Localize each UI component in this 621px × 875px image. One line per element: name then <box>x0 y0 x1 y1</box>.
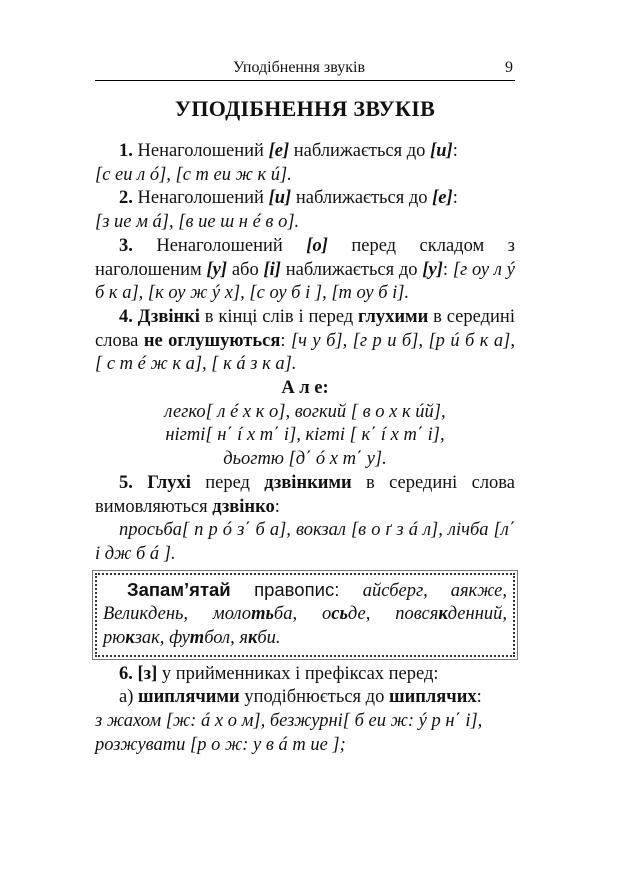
colon: : <box>476 687 482 708</box>
word-part: би. <box>257 628 281 649</box>
sound: [е] <box>268 141 290 161</box>
section-body <box>95 140 515 758</box>
colon: : <box>452 141 458 161</box>
colon: : <box>280 330 286 351</box>
rule-number: 1. <box>119 141 133 161</box>
word-part: де, <box>347 604 396 625</box>
rule-text: або <box>227 259 264 280</box>
term: шиплячих <box>388 687 477 708</box>
sound: [и] <box>268 188 292 209</box>
rule-text: уподібнюється до <box>239 687 389 708</box>
rule-1-examples <box>95 164 515 188</box>
rule-number: 2. <box>119 188 133 209</box>
rule-number: 4. <box>119 306 133 327</box>
term: Глухі <box>132 472 191 493</box>
word-part: фу <box>169 628 190 649</box>
word-part: повся <box>395 604 439 625</box>
rule-6a-example-2 <box>95 734 515 758</box>
running-title: Уподібнення звуків <box>233 59 365 76</box>
exception-line-1 <box>95 401 515 425</box>
colon: : <box>452 188 458 209</box>
transcription: [з иe м á], [в иe ш н é в о]. <box>95 212 300 233</box>
transcription: нігті[ н΄ í х т΄ і], кігті [ к΄ í х т΄ і], <box>165 425 445 446</box>
remember-label: Запам’ятай <box>127 578 231 600</box>
exception-line-3 <box>95 448 515 472</box>
rule-1 <box>95 140 515 164</box>
rule-text: Ненаголошений <box>132 235 307 256</box>
word-part: бол, <box>204 628 240 649</box>
page-number: 9 <box>505 59 513 76</box>
sound: [з] <box>132 663 158 684</box>
rule-2-examples <box>95 211 515 235</box>
rule-text: в середині слова вимовляються <box>95 472 515 517</box>
word-part: рю <box>103 628 126 649</box>
sound: [е] <box>432 188 453 209</box>
rule-6 <box>95 663 515 687</box>
rule-number: 3. <box>119 235 133 256</box>
sound: [у] <box>422 259 443 280</box>
highlight: к <box>125 628 135 649</box>
highlight: к <box>438 604 448 625</box>
word-part: о <box>321 604 332 625</box>
exceptions-label <box>95 377 515 401</box>
rule-3 <box>95 235 515 306</box>
rule-text: перед складом з наголошеним <box>95 235 515 280</box>
highlight: сь <box>331 604 348 625</box>
rule-text: в середині слова <box>95 306 515 351</box>
word-part: айсберг, аякже, Великдень, моло <box>103 580 507 625</box>
item-label: а) <box>119 687 138 708</box>
transcription: з жахом [ж: á х о м], безжурні[ б еи ж: ý р н΄ і], <box>95 711 483 732</box>
transcription: [ч у б], [г р и б], [р ú б к а], [ с т é ж к а], [ к á з к а]. <box>95 330 515 375</box>
word-part: ба, <box>273 604 322 625</box>
rule-text: наближається до <box>291 188 433 209</box>
term: дзвінко <box>212 496 275 517</box>
but-label: А л е: <box>281 378 329 399</box>
highlight: т <box>189 628 205 649</box>
rule-5-examples <box>95 519 515 566</box>
transcription: легко[ л é х к о], вогкий [ в о х к úй], <box>164 401 446 422</box>
word-part: денний, <box>447 604 507 625</box>
transcription: просьба[ п р ó з΄ б а], вокзал [в о ґ з á л], лічба [л΄ і дж б á ]. <box>95 520 515 564</box>
rule-text: Ненаголошений <box>132 188 269 209</box>
transcription: [г оу л ý б к а], [к оу ж ý х], [с оу б і ], [т оу б і]. <box>95 259 515 304</box>
rule-text: наближається до <box>280 259 423 280</box>
running-header <box>95 58 515 81</box>
remember-box <box>95 573 515 657</box>
transcription: розжувати [р о ж: у в á т иe ]; <box>95 734 346 755</box>
transcription: [с еи л ó], [с т еи ж к ú]. <box>95 164 292 185</box>
term: шиплячими <box>138 687 240 708</box>
rule-text: Ненаголошений <box>132 141 269 161</box>
colon: : <box>274 496 280 517</box>
rule-number: 5. <box>119 472 133 493</box>
rule-text: наближається до <box>289 141 431 161</box>
term: Дзвінкі <box>132 306 200 327</box>
rule-5 <box>95 472 515 519</box>
highlight: к <box>247 628 258 649</box>
rule-text: в кінці слів і перед <box>199 306 359 327</box>
sound: [і] <box>263 259 281 280</box>
rule-4 <box>95 306 515 377</box>
sound: [у] <box>206 259 228 280</box>
exception-line-2 <box>95 424 515 448</box>
remember-text <box>103 578 507 651</box>
term: дзвінкими <box>264 472 352 493</box>
transcription: дьогтю [д΄ ó х т΄ у]. <box>223 449 387 470</box>
remember-intro: правопис: <box>230 578 363 600</box>
rule-6a <box>95 686 515 710</box>
rule-text: у прийменниках і префіксах перед: <box>157 663 439 684</box>
highlight: ть <box>251 604 274 625</box>
sound: [и] <box>430 141 453 161</box>
term: глухими <box>358 306 429 327</box>
section-heading: УПОДІБНЕННЯ ЗВУКІВ <box>174 96 436 121</box>
rule-6a-example-1 <box>95 710 515 734</box>
rule-number: 6. <box>119 663 133 684</box>
word-part: зак, <box>134 628 170 649</box>
rule-text: перед <box>190 472 265 493</box>
rule-2 <box>95 187 515 211</box>
term: не оглушуються <box>143 330 281 351</box>
colon: : <box>442 259 449 280</box>
sound: [о] <box>306 235 328 256</box>
word-part: я <box>239 628 248 649</box>
